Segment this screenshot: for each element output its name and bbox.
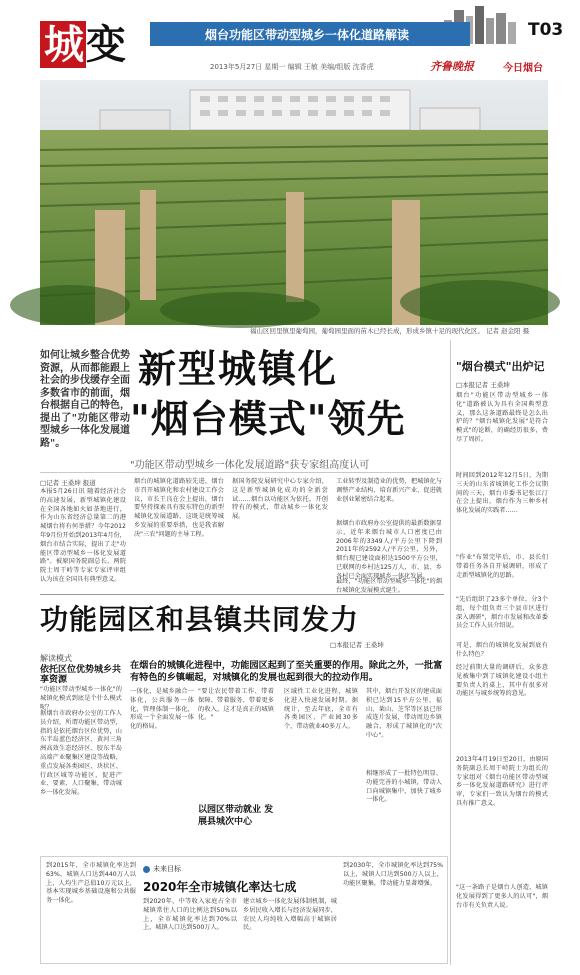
sec2-col-2: 一体化，是城乡融合一体化，公共服务一体化，管理体制一体化，形成一个全面发展一体化的格局。 xyxy=(130,688,194,731)
subheadline: "功能区带动型城乡一体化发展道路"获专家组高度认可 xyxy=(130,460,370,471)
section-2-callout: 以园区带动就业 发展县城次中心 xyxy=(198,805,274,827)
future-col-2: 到2020年，中等收入家庭占全市城镇常住人口的比例达到50%以上，全市城镇化率达到70%以上，城镇人口达到500万人。 xyxy=(143,898,237,932)
right-headline: "烟台模式"出炉记 xyxy=(456,360,545,373)
future-col-1: 到2015年，全市城镇化率达到63%，城镇人口达到440万人以上，人均生产总值10万元以上，基本实现城乡基础设施和公共服务一体化。 xyxy=(46,862,136,905)
bullet-icon xyxy=(143,866,150,873)
today-label: 今日烟台 xyxy=(503,63,543,74)
right-para-6: 经过前期大量的调研后，众多意见被集中到了城镇化建设小组主要负责人的桌上，其中有很多对功能区与城乡统筹的意见。 xyxy=(456,664,548,698)
right-byline: □本报记者 王桑坤 xyxy=(456,381,510,389)
future-col-4: 到2030年，全市城镇化率达到75%以上，城镇人口达到500万人以上，功能区聚集，带动能力显著增强。 xyxy=(343,862,443,887)
sidebar-tag: 解读模式 xyxy=(40,654,72,663)
section-title-b: 变 xyxy=(86,21,124,68)
masthead xyxy=(0,0,580,80)
section-2-sidebar xyxy=(40,654,122,686)
future-headline: 2020年全市城镇化率达七成 xyxy=(143,880,297,894)
byline: □记者 王桑坤 报道 xyxy=(40,479,96,487)
right-para-2: 时间回到2012年12月5日，为期三天的山东省城镇化工作会议期间的三天，烟台市委书记张江汀在会上提出，烟台作为三种乡村体化发展的实践者…… xyxy=(456,472,548,515)
section-2-lead: 在烟台的城镇化进程中，功能园区起到了至关重要的作用。除此之外，一批富有特色的乡镇崛起，对城镇化的发展也起到很大的拉动作用。 xyxy=(130,660,443,683)
right-para-3: "作业"布置完毕后，市、县长们带着任务各自开展调研，形成了走新型城镇化的思路。 xyxy=(456,554,548,579)
sec2-col-4: 区域性工业化进程，城镇化进入快速发展时期。据统计，至去年底，全市有各类园区、产业园30多个，带动就业40多万人。 xyxy=(284,688,358,731)
sec2-col-1b: 据烟台市政府办公室的工作人员介绍，所谓功能区带动型，指的是依托烟台区位优势，山东半岛蓝色经济区、黄河三角洲高效生态经济区、胶东半岛高端产业聚集区建设等战略，重点发展各类园区、块状区、行政区城等功能区，促进产业、要素、人口聚集，带动城乡一体化发展。 xyxy=(40,710,122,797)
section-2-byline: □本报记者 王桑坤 xyxy=(330,641,384,649)
sidebar-title: 依托区位优势城乡共享资源 xyxy=(40,664,122,685)
headline-1: 新型城镇化 xyxy=(138,347,339,391)
page-number: T03 xyxy=(528,20,564,40)
paper-name: 齐鲁晚报 xyxy=(430,60,474,73)
date-line: 2013年5月27日 星期一 编辑 王敏 美编/组版 沈香虎 xyxy=(210,63,374,71)
section-divider xyxy=(40,594,444,595)
sec2-col-3: "要让农民带着工作、带着保障、带着服务、带着更多的收入，这才是真正的城镇化。" xyxy=(198,688,274,722)
future-tag-text: 未来目标 xyxy=(153,865,181,873)
article-col-4a: 工业转型及制造业的优势，把城镇化与调整产业结构、培育新兴产业、促进就业创业紧密结合起来。 xyxy=(336,478,442,503)
right-para-4: "先后组织了23多个单位、分3个组，每个组负责三个县市区进行深入调研"，烟台市发展和改革委员会工作人员介绍说。 xyxy=(456,596,548,630)
photo-caption: 福山区回里镇里葡萄园，葡萄园里面的苗木已经长成，形成乡镇十足的现代化区。 记者 赵金阳 摄 xyxy=(250,327,530,335)
intro-text: 如何让城乡整合优势资源，从而都能跟上社会的步伐缓存全面多数省市的前面，烟台根据自己的特色，提出了"功能区带动型城乡一体化发展道路"。 xyxy=(40,350,130,449)
divider xyxy=(40,472,440,473)
right-para-5: 可是，烟台的城镇化发展到底有什么特色？ xyxy=(456,642,548,658)
right-para-1: 烟台"功能区带动型城乡一体化"道路被认为具有全国典型意义，那么这条道路最终是怎么出炉的？"烟台城镇化发展"是符合模式"的论断，的确经历很多，费尽了周折。 xyxy=(456,392,548,443)
vineyard-photo xyxy=(40,80,548,325)
section-2-headline: 功能园区和县镇共同发力 xyxy=(40,603,360,636)
lead-photo xyxy=(40,80,548,325)
article-col-4b: 据烟台市政府办公室提供的最新数据显示，近年来烟台城市人口密度已由2006年的3349人/平方公里下降到2011年的2592人/平方公里，另外，烟台现已建设面积达1500平方公里，已联网的乡村达125万人，市、县、乡各村已全面实现城乡一体化发展。 xyxy=(336,520,442,580)
intro-blurb xyxy=(40,350,130,450)
sec2-col-5: 其中，烟台开发区的建成面积已达到15平方公里，福山、莱山、芝罘等区县已形成连片发展，带动周边乡镇融合，形成了城镇化的"次中心"。 xyxy=(366,688,442,739)
article-col-4c: 最终，"功能区带动型城乡一体化"的烟台城镇化发展模式诞生。 xyxy=(336,578,442,594)
article-col-3: 据国务院发展研究中心专家介绍，这是新型城镇化成功的全新尝试……烟台以功能区为依托，开创特有的模式，带动城乡一体化发展。 xyxy=(232,478,328,521)
future-tag xyxy=(143,864,181,874)
article-col-1: 本报5月26日讯 随着经济社会的高速发展，新型城镇化建设在全国各地如火如荼地进行，作为山东省经济总量第二的港城烟台将有何举措？今年2012年9月份开始到2013年4月份，烟台市结合实际，提出了走"功能区带动型城乡一体化发展道路"。被原国务院副总长、两院院士周干峙等专家专家评审组认为该在全国具有典型意义。 xyxy=(40,488,126,583)
right-para-7: 2013年4月19日至20日，由原国务院副总长周干峙院士为组长的专家组对《烟台功能区带动型城乡一体化发展道路研究》进行评审，专家们一致认为烟台的模式具有推广意义。 xyxy=(456,756,548,807)
column-rule xyxy=(450,340,451,965)
article-col-2: 烟台的城镇化道路较先进，烟台市召开城镇化和农村建设工作会议，市长王良在会上提出，烟台要坚持探索具有胶东特色的新型城镇化发展道路，这既是统筹城乡发展的重要举措，也是我省解决"三农"问题的主导工程。 xyxy=(134,478,224,538)
headline-2: "烟台模式"领先 xyxy=(130,397,406,441)
future-col-3: 建立城乡一体化发展体制机制，城乡居民收入增长与经济发展同步，农民人均纯收入增幅高于城镇居民。 xyxy=(243,898,337,932)
sec2-col-1: "功能区带动型城乡一体化"的城镇化模式到底是个什么模式呢？ xyxy=(40,686,122,711)
section-title-a: 城 xyxy=(40,21,86,68)
section-title xyxy=(40,22,124,68)
right-para-8: "这一条路子是烟台人创造，城镇化发展得到了更多人的认可"，烟台市有关负责人说。 xyxy=(456,884,548,909)
sec2-col-6: 相继形成了一批特色明显、功能完善的小城镇，带动人口向城镇集中，加快了城乡一体化。 xyxy=(366,770,442,804)
section-banner: 烟台功能区带动型城乡一体化道路解读 xyxy=(205,28,410,42)
